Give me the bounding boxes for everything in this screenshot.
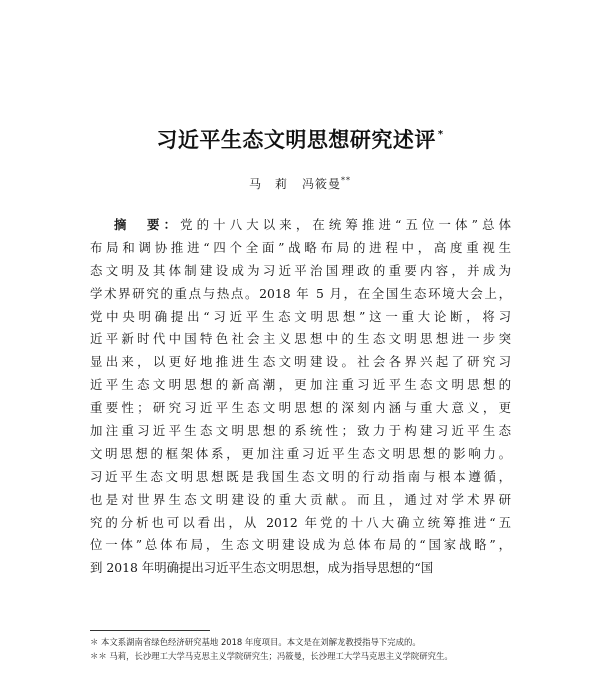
abstract-block [90, 214, 511, 580]
abstract-line: 习近平生态文明思想既是我国生态文明的行动指南与根本遵循， [90, 468, 511, 484]
abstract-line: 加注重习近平生态文明思想的系统性；致力于构建习近平生态 [90, 423, 511, 439]
footnote: ＊ 本文系湖南省绿色经济研究基地 2018 年度项目。本文是在刘解龙教授指导下完成的。 [90, 637, 421, 647]
abstract-line: 党中央明确提出“习近平生态文明思想”这一重大论断，将习 [90, 308, 511, 324]
abstract-line: 近平新时代中国特色社会主义思想中的生态文明思想进一步突 [90, 331, 511, 347]
author-name: 冯筱曼 [302, 177, 342, 191]
author-footnote-mark: ** [341, 176, 352, 185]
abstract-line: 学术界研究的重点与热点。2018 年 5 月，在全国生态环境大会上， [90, 285, 511, 301]
footnote: ＊＊ 马莉，长沙理工大学马克思主义学院研究生；冯筱曼，长沙理工大学马克思主义学院研究生。 [90, 650, 453, 661]
abstract-line: 到 2018 年明确提出习近平生态文明思想，成为指导思想的“国 [90, 560, 434, 576]
author-line [0, 175, 600, 192]
abstract-line: 位一体”总体布局，生态文明建设成为总体布局的“国家战略”， [90, 537, 511, 553]
abstract-line: 重要性；研究习近平生态文明思想的深刻内涵与重大意义，更 [90, 400, 511, 416]
abstract-line: 态文明及其体制建设成为习近平治国理政的重要内容，并成为 [90, 262, 511, 278]
title-text: 习近平生态文明思想研究述评 [156, 128, 436, 152]
footnotes [90, 636, 530, 663]
paper-title [0, 124, 600, 154]
title-footnote-mark: * [437, 129, 444, 140]
abstract-line: 究的分析也可以看出，从 2012 年党的十八大确立统筹推进“五 [90, 514, 511, 530]
abstract-text: 党的十八大以来，在统筹推进“五位一体”总体 [180, 217, 511, 232]
abstract-line: 也是对世界生态文明建设的重大贡献。而且，通过对学术界研 [90, 491, 511, 507]
abstract-label: 摘 要： [114, 217, 181, 232]
abstract-line [90, 214, 511, 237]
author-name: 马 莉 [248, 177, 288, 191]
abstract-line: 显出来，以更好地推进生态文明建设。社会各界兴起了研究习 [90, 354, 511, 370]
abstract-line: 近平生态文明思想的新高潮，更加注重习近平生态文明思想的 [90, 377, 511, 393]
abstract-line: 布局和调协推进“四个全面”战略布局的进程中，高度重视生 [90, 239, 511, 255]
abstract-line: 文明思想的框架体系，更加注重习近平生态文明思想的影响力。 [90, 445, 511, 461]
footnote-divider [90, 630, 210, 631]
